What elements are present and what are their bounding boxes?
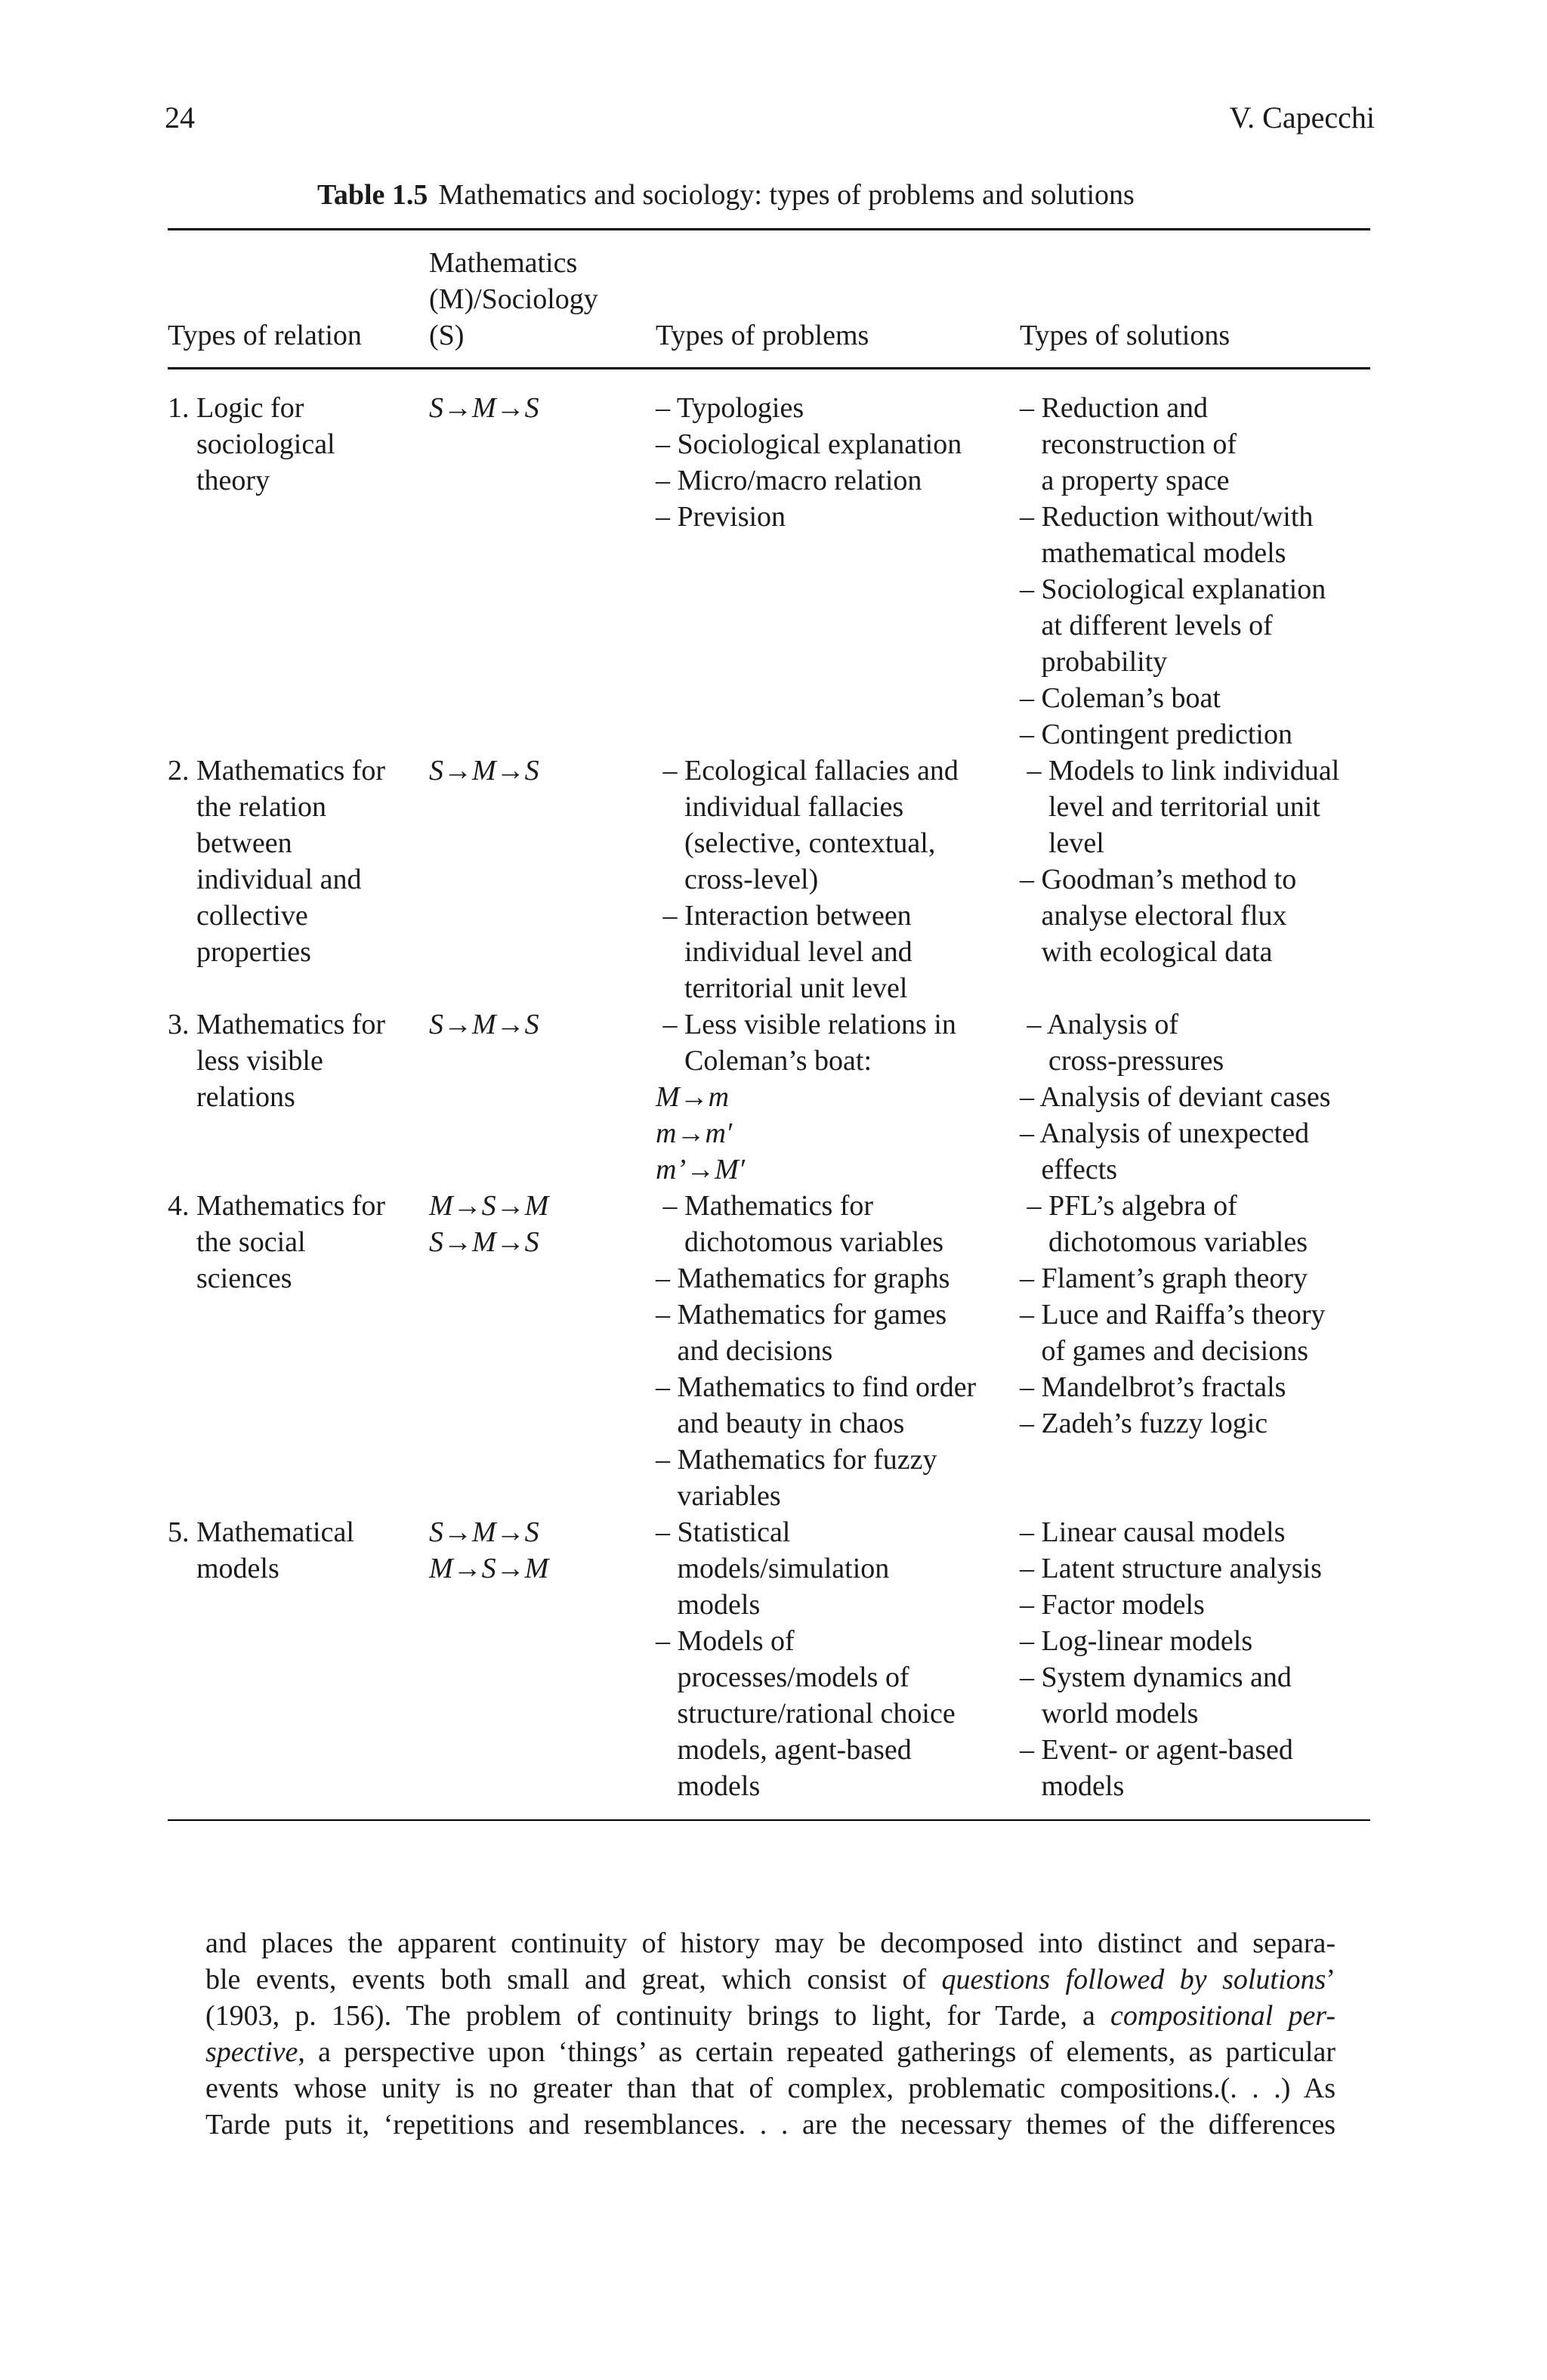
cell-line: of games and decisions: [1020, 1335, 1309, 1367]
cell-line: sociological: [168, 428, 335, 460]
cell-problems: [656, 390, 962, 535]
header-ms-line: (S): [429, 320, 465, 351]
cell-line: effects: [1020, 1154, 1118, 1185]
cell-line: 1. Logic for: [168, 392, 304, 424]
cell-relation: [168, 390, 335, 499]
cell-line: theory: [168, 465, 270, 496]
cell-line: at different levels of: [1020, 610, 1273, 641]
cell-line: – Latent structure analysis: [1020, 1553, 1322, 1584]
cell-line: – Mathematics for games: [656, 1299, 947, 1331]
table-caption-text: Mathematics and sociology: types of problems and solutions: [438, 179, 1135, 211]
cell-problems: [656, 1188, 976, 1514]
header-types-of-relation: Types of relation: [168, 320, 362, 351]
cell-line: (selective, contextual,: [656, 827, 936, 859]
header-ms-line: (M)/Sociology: [429, 283, 598, 315]
cell-line: models: [656, 1770, 761, 1802]
cell-solutions: [1020, 1514, 1322, 1804]
cell-line: territorial unit level: [656, 972, 908, 1004]
cell-line: dichotomous variables: [1020, 1226, 1308, 1258]
cell-line: – Flament’s graph theory: [1020, 1263, 1308, 1294]
cell-line: – PFL’s algebra of: [1020, 1190, 1237, 1222]
cell-line: – Mandelbrot’s fractals: [1020, 1371, 1286, 1403]
cell-ms-direction: [429, 753, 539, 789]
cell-line: models: [656, 1589, 761, 1621]
cell-line: sciences: [168, 1263, 292, 1294]
cell-line: level and territorial unit: [1020, 791, 1320, 823]
cell-line: – Log-linear models: [1020, 1625, 1253, 1657]
body-line: Tarde puts it, ‘repetitions and resemblances. . . are the necessary themes of the differences: [205, 2109, 1335, 2140]
cell-line: – Statistical: [656, 1516, 791, 1548]
cell-line: variables: [656, 1480, 781, 1512]
cell-line: – Mathematics for fuzzy: [656, 1444, 937, 1476]
cell-line: analyse electoral flux: [1020, 900, 1287, 932]
cell-solutions: [1020, 1188, 1326, 1442]
header-types-of-problems: Types of problems: [656, 320, 869, 351]
cell-line: cross-pressures: [1020, 1045, 1224, 1077]
cell-line: M→S→M: [429, 1190, 549, 1222]
cell-ms-direction: [429, 1188, 548, 1260]
body-paragraph: [205, 1925, 1335, 2143]
cell-line: – Mathematics for graphs: [656, 1263, 950, 1294]
cell-line: S→M→S: [429, 1226, 539, 1258]
cell-line: individual level and: [656, 936, 912, 968]
body-line: events whose unity is no greater than that of complex, problematic compositions.(. . .) As: [205, 2072, 1335, 2104]
cell-line: between: [168, 827, 292, 859]
cell-line: the relation: [168, 791, 326, 823]
cell-line: cross-level): [656, 864, 819, 895]
cell-line: models, agent-based: [656, 1734, 912, 1766]
cell-ms-direction: [429, 1514, 548, 1587]
cell-relation: [168, 753, 385, 970]
cell-line: – Interaction between: [656, 900, 912, 932]
table-bottom-rule: [168, 1819, 1370, 1821]
cell-line: – Factor models: [1020, 1589, 1205, 1621]
cell-line: models: [168, 1553, 279, 1584]
cell-line: – Sociological explanation: [656, 428, 962, 460]
body-line: spective, a perspective upon ‘things’ as certain repeated gatherings of elements, as particular: [205, 2036, 1335, 2068]
cell-line: Coleman’s boat:: [656, 1045, 872, 1077]
cell-solutions: [1020, 753, 1339, 970]
cell-line: properties: [168, 936, 311, 968]
cell-line: probability: [1020, 646, 1168, 678]
cell-line: level: [1020, 827, 1104, 859]
cell-line: a property space: [1020, 465, 1230, 496]
cell-line: S→M→S: [429, 392, 539, 424]
cell-line: – Mathematics for: [656, 1190, 874, 1222]
cell-problems: [656, 1514, 956, 1804]
cell-line: – Models of: [656, 1625, 795, 1657]
cell-line: – Analysis of: [1020, 1009, 1179, 1040]
cell-relation: [168, 1006, 385, 1115]
cell-line: and decisions: [656, 1335, 833, 1367]
cell-line: – Analysis of unexpected: [1020, 1117, 1310, 1149]
cell-ms-direction: [429, 1006, 539, 1043]
cell-line: – Reduction and: [1020, 392, 1209, 424]
cell-line: – Reduction without/with: [1020, 501, 1314, 533]
page-number: 24: [165, 100, 195, 134]
cell-line: S→M→S: [429, 1009, 539, 1040]
cell-line: – Luce and Raiffa’s theory: [1020, 1299, 1326, 1331]
cell-line: – Contingent prediction: [1020, 719, 1292, 750]
cell-line: – Ecological fallacies and: [656, 755, 959, 787]
cell-line: – Mathematics to find order: [656, 1371, 977, 1403]
cell-line: – System dynamics and: [1020, 1661, 1292, 1693]
cell-line: 3. Mathematics for: [168, 1009, 386, 1040]
cell-line: structure/rational choice: [656, 1698, 956, 1729]
body-line: and places the apparent continuity of history may be decomposed into distinct and separa-: [205, 1927, 1335, 1959]
table-header-rule: [168, 367, 1370, 369]
cell-solutions: [1020, 1006, 1331, 1188]
cell-line: M→m: [656, 1081, 730, 1113]
cell-relation: [168, 1514, 354, 1587]
cell-line: dichotomous variables: [656, 1226, 943, 1258]
cell-line: M→S→M: [429, 1553, 549, 1584]
cell-line: reconstruction of: [1020, 428, 1237, 460]
cell-line: – Coleman’s boat: [1020, 682, 1221, 714]
table-label: Table 1.5: [317, 179, 428, 211]
cell-line: – Goodman’s method to: [1020, 864, 1297, 895]
cell-line: m’→M′: [656, 1154, 746, 1185]
cell-relation: [168, 1188, 385, 1297]
cell-line: and beauty in chaos: [656, 1408, 905, 1439]
cell-line: – Event- or agent-based: [1020, 1734, 1293, 1766]
cell-line: – Less visible relations in: [656, 1009, 956, 1040]
header-types-of-solutions: Types of solutions: [1020, 320, 1230, 351]
cell-line: individual fallacies: [656, 791, 904, 823]
cell-problems: [656, 753, 959, 1006]
running-author: V. Capecchi: [1229, 100, 1375, 134]
cell-line: – Micro/macro relation: [656, 465, 922, 496]
body-line: (1903, p. 156). The problem of continuity brings to light, for Tarde, a compositional per-: [205, 2000, 1335, 2032]
header-ms-line: Mathematics: [429, 247, 578, 279]
cell-line: models: [1020, 1770, 1125, 1802]
cell-line: mathematical models: [1020, 537, 1286, 569]
table-top-rule: [168, 228, 1370, 230]
cell-line: – Zadeh’s fuzzy logic: [1020, 1408, 1268, 1439]
body-line: ble events, events both small and great, which consist of questions followed by solutions’: [205, 1964, 1335, 1995]
cell-line: the social: [168, 1226, 306, 1258]
cell-line: 2. Mathematics for: [168, 755, 386, 787]
cell-line: – Analysis of deviant cases: [1020, 1081, 1331, 1113]
cell-line: with ecological data: [1020, 936, 1273, 968]
cell-line: less visible: [168, 1045, 323, 1077]
cell-line: – Typologies: [656, 392, 804, 424]
cell-line: – Sociological explanation: [1020, 573, 1326, 605]
cell-ms-direction: [429, 390, 539, 426]
table-caption: [317, 178, 1135, 212]
cell-line: collective: [168, 900, 308, 932]
cell-line: 4. Mathematics for: [168, 1190, 386, 1222]
cell-line: world models: [1020, 1698, 1199, 1729]
cell-solutions: [1020, 390, 1326, 753]
cell-line: 5. Mathematical: [168, 1516, 354, 1548]
cell-line: individual and: [168, 864, 362, 895]
cell-line: relations: [168, 1081, 295, 1113]
cell-line: m→m′: [656, 1117, 733, 1149]
header-mathematics-sociology: [429, 245, 598, 354]
cell-line: – Prevision: [656, 501, 786, 533]
cell-line: S→M→S: [429, 1516, 539, 1548]
cell-problems: [656, 1006, 956, 1188]
cell-line: – Linear causal models: [1020, 1516, 1286, 1548]
cell-line: – Models to link individual: [1020, 755, 1340, 787]
cell-line: models/simulation: [656, 1553, 890, 1584]
cell-line: S→M→S: [429, 755, 539, 787]
cell-line: processes/models of: [656, 1661, 909, 1693]
